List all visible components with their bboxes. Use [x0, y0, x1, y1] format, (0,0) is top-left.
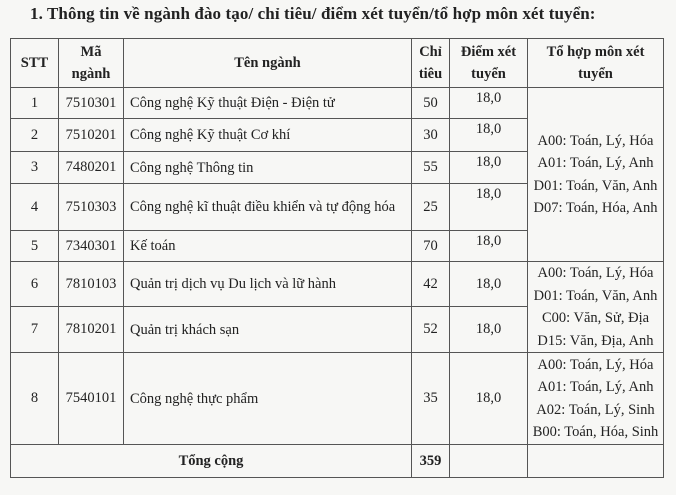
cell-name: Công nghệ Kỹ thuật Cơ khí	[124, 119, 412, 152]
cell-name: Công nghệ kĩ thuật điều khiển và tự động hóa	[124, 184, 412, 231]
cell-score: 18,0	[450, 119, 528, 152]
table-row	[11, 353, 664, 445]
cell-score: 18,0	[450, 88, 528, 119]
table-row	[11, 262, 664, 307]
cell-quota: 55	[412, 152, 450, 184]
combo-group-3	[528, 353, 664, 445]
cell-name: Kế toán	[124, 231, 412, 262]
cell-stt: 3	[11, 152, 59, 184]
cell-score: 18,0	[450, 262, 528, 307]
cell-quota: 50	[412, 88, 450, 119]
combo-item: D15: Văn, Địa, Anh	[537, 332, 654, 349]
combo-group-1	[528, 88, 664, 262]
cell-code: 7340301	[59, 231, 124, 262]
cell-code: 7510303	[59, 184, 124, 231]
cell-quota: 25	[412, 184, 450, 231]
header-combo: Tổ hợp môn xét tuyển	[528, 39, 664, 88]
header-code: Mã ngành	[59, 39, 124, 88]
cell-stt: 5	[11, 231, 59, 262]
admission-table	[10, 38, 664, 478]
total-label: Tổng cộng	[11, 445, 412, 478]
cell-stt: 8	[11, 353, 59, 445]
cell-stt: 1	[11, 88, 59, 119]
combo-item: A00: Toán, Lý, Hóa	[537, 356, 654, 373]
header-name: Tên ngành	[124, 39, 412, 88]
total-empty-cell	[528, 445, 664, 478]
cell-code: 7810201	[59, 307, 124, 353]
cell-stt: 4	[11, 184, 59, 231]
cell-score: 18,0	[450, 231, 528, 262]
table-row	[11, 88, 664, 119]
total-empty-cell	[450, 445, 528, 478]
section-heading: 1. Thông tin về ngành đào tạo/ chỉ tiêu/ điểm xét tuyển/tổ hợp môn xét tuyển:	[30, 4, 596, 23]
combo-item: D01: Toán, Văn, Anh	[533, 177, 658, 194]
combo-item: D07: Toán, Hóa, Anh	[533, 200, 658, 216]
combo-item: A00: Toán, Lý, Hóa	[537, 265, 654, 281]
cell-quota: 30	[412, 119, 450, 152]
cell-quota: 42	[412, 262, 450, 307]
cell-quota: 52	[412, 307, 450, 353]
cell-score: 18,0	[450, 353, 528, 445]
cell-name: Quản trị khách sạn	[124, 307, 412, 353]
cell-stt: 2	[11, 119, 59, 152]
total-row	[11, 445, 664, 478]
header-quota: Chỉ tiêu	[412, 39, 450, 88]
header-score: Điểm xét tuyển	[450, 39, 528, 88]
cell-code: 7810103	[59, 262, 124, 307]
cell-name: Công nghệ Thông tin	[124, 152, 412, 184]
combo-item: A01: Toán, Lý, Anh	[537, 379, 654, 395]
combo-item: D01: Toán, Văn, Anh	[533, 287, 658, 304]
cell-stt: 6	[11, 262, 59, 307]
combo-item: B00: Toán, Hóa, Sinh	[532, 424, 659, 440]
cell-score: 18,0	[450, 184, 528, 231]
combo-group-2	[528, 262, 664, 353]
cell-name: Quản trị dịch vụ Du lịch và lữ hành	[124, 262, 412, 307]
cell-name: Công nghệ thực phẩm	[124, 353, 412, 445]
cell-code: 7540101	[59, 353, 124, 445]
combo-item: C00: Văn, Sử, Địa	[541, 310, 650, 326]
combo-item: A00: Toán, Lý, Hóa	[537, 132, 654, 149]
cell-quota: 35	[412, 353, 450, 445]
cell-code: 7480201	[59, 152, 124, 184]
cell-name: Công nghệ Kỹ thuật Điện - Điện tử	[124, 88, 412, 119]
cell-code: 7510201	[59, 119, 124, 152]
combo-item: A01: Toán, Lý, Anh	[537, 155, 654, 171]
combo-item: A02: Toán, Lý, Sinh	[536, 401, 655, 418]
total-quota: 359	[412, 445, 450, 478]
cell-score: 18,0	[450, 152, 528, 184]
cell-code: 7510301	[59, 88, 124, 119]
cell-score: 18,0	[450, 307, 528, 353]
cell-quota: 70	[412, 231, 450, 262]
cell-stt: 7	[11, 307, 59, 353]
header-row	[11, 39, 664, 88]
header-stt: STT	[11, 39, 59, 88]
